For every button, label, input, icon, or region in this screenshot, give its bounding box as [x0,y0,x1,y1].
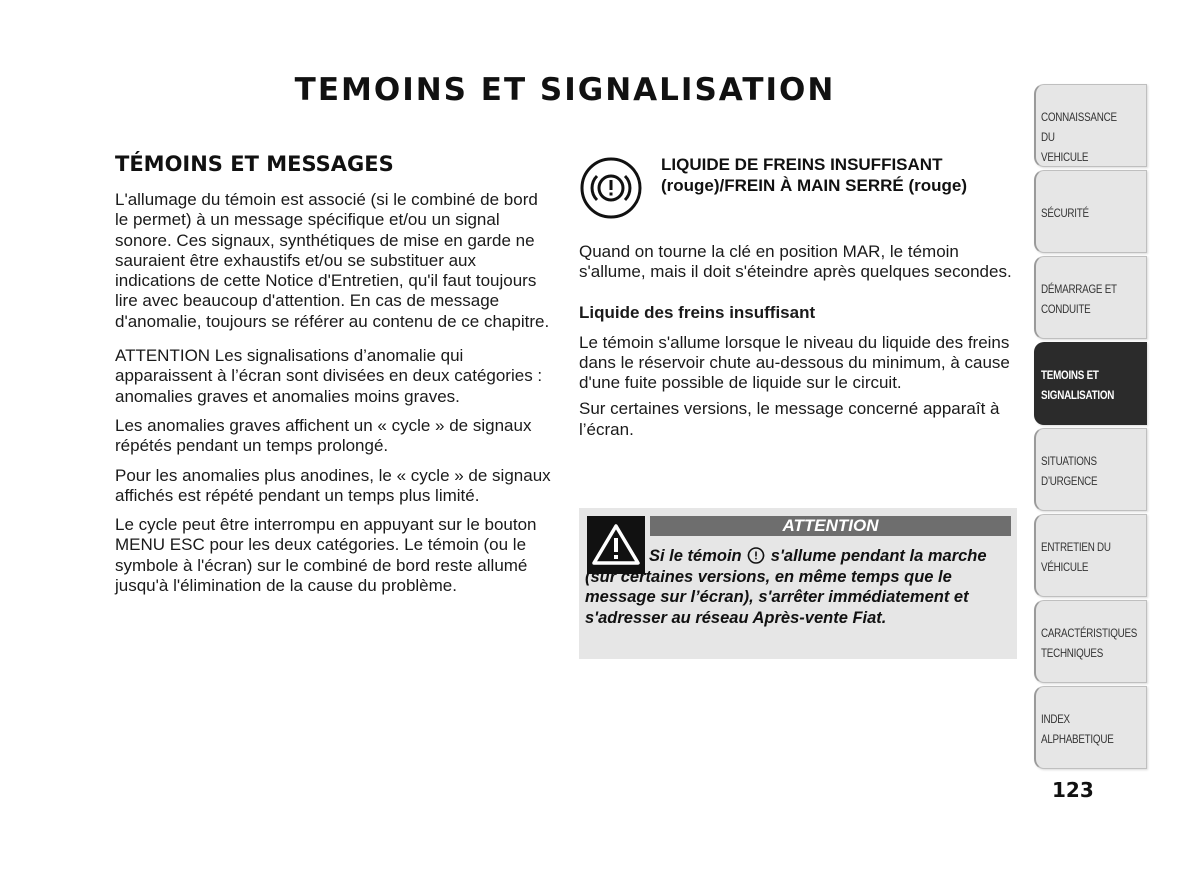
tab-label: CARACTÉRISTIQUES TECHNIQUES [1041,626,1138,660]
tab-entretien-du-vehicule[interactable] [1034,514,1147,597]
attention-text [585,546,1011,628]
paragraph: Le témoin s'allume lorsque le niveau du liquide des freins dans le réservoir chute au-dessous du minimum, à cause d'une fuite possible de liquide sur le circuit. [579,332,1010,393]
tab-securite[interactable] [1034,170,1147,253]
warning-title: LIQUIDE DE FREINS INSUFFISANT (rouge)/FREIN À MAIN SERRÉ (rouge) [661,155,967,195]
brake-warning-icon [579,156,643,220]
page-title: TEMOINS ET SIGNALISATION [294,72,836,108]
page-number: 123 [1052,778,1094,802]
tab-label: SITUATIONS D’URGENCE [1041,454,1098,488]
tab-temoins-et-signalisation[interactable] [1034,342,1147,425]
subheading: Liquide des freins insuffisant [579,302,816,322]
section-heading: TÉMOINS ET MESSAGES [115,152,394,176]
paragraph: Sur certaines versions, le message concerné apparaît à l’écran. [579,399,1000,439]
left-column [115,152,555,605]
tab-label: TEMOINS ET SIGNALISATION [1041,368,1115,402]
tab-label: SÉCURITÉ [1041,206,1089,220]
tab-index-alphabetique[interactable] [1034,686,1147,769]
paragraph: L'allumage du témoin est associé (si le combiné de bord le permet) à un message spécifique et/ou un signal sonore. Ces signaux, synthétiques de mise en garde ne sauraient être exhaustifs et/ou se substituer aux indications de cette Notice d'Entretien, qu'il faut toujours lire avec beaucoup d'attention. En cas de message d'anomalie, toujours se référer au contenu de ce chapitre. [115,190,550,331]
right-column [579,152,1019,446]
tab-situations-d-urgence[interactable] [1034,428,1147,511]
attention-text-start: Si le témoin [649,547,742,565]
tab-label: INDEX ALPHABETIQUE [1041,712,1114,746]
brake-warning-inline-icon [746,547,766,564]
tab-demarrage-et-conduite[interactable] [1034,256,1147,339]
attention-text-end: s'allume pendant la marche (sur certaines versions, en même temps que le message sur l’écran), s'arrêter immédiatement et s'adresser au réseau Après-vente Fiat. [585,547,987,627]
paragraph: Le cycle peut être interrompu en appuyant sur le bouton MENU ESC pour les deux catégories. Le témoin (ou le symbole à l'écran) sur le combiné de bord reste allumé jusqu'à l'élimination de la cause du problème. [115,515,537,596]
paragraph: Les anomalies graves affichent un « cycle » de signaux répétés pendant un temps prolongé. [115,415,532,456]
attention-box [579,508,1017,659]
tab-label: ENTRETIEN DU VÉHICULE [1041,540,1111,574]
paragraph: ATTENTION Les signalisations d’anomalie qui apparaissent à l’écran sont divisées en deux catégories : anomalies graves et anomalies moins graves. [115,346,543,406]
tab-label: CONNAISSANCE DU VEHICULE [1041,110,1117,164]
tab-caracteristiques-techniques[interactable] [1034,600,1147,683]
warning-header [579,152,1019,232]
attention-label: ATTENTION [650,516,1011,536]
tab-connaissance-du-vehicule[interactable] [1034,84,1147,167]
paragraph: Pour les anomalies plus anodines, le « cycle » de signaux affichés est répété pendant un temps plus limité. [115,465,551,505]
paragraph: Quand on tourne la clé en position MAR, le témoin s'allume, mais il doit s'éteindre après quelques secondes. [579,242,1012,282]
tab-label: DÉMARRAGE ET CONDUITE [1041,282,1117,316]
